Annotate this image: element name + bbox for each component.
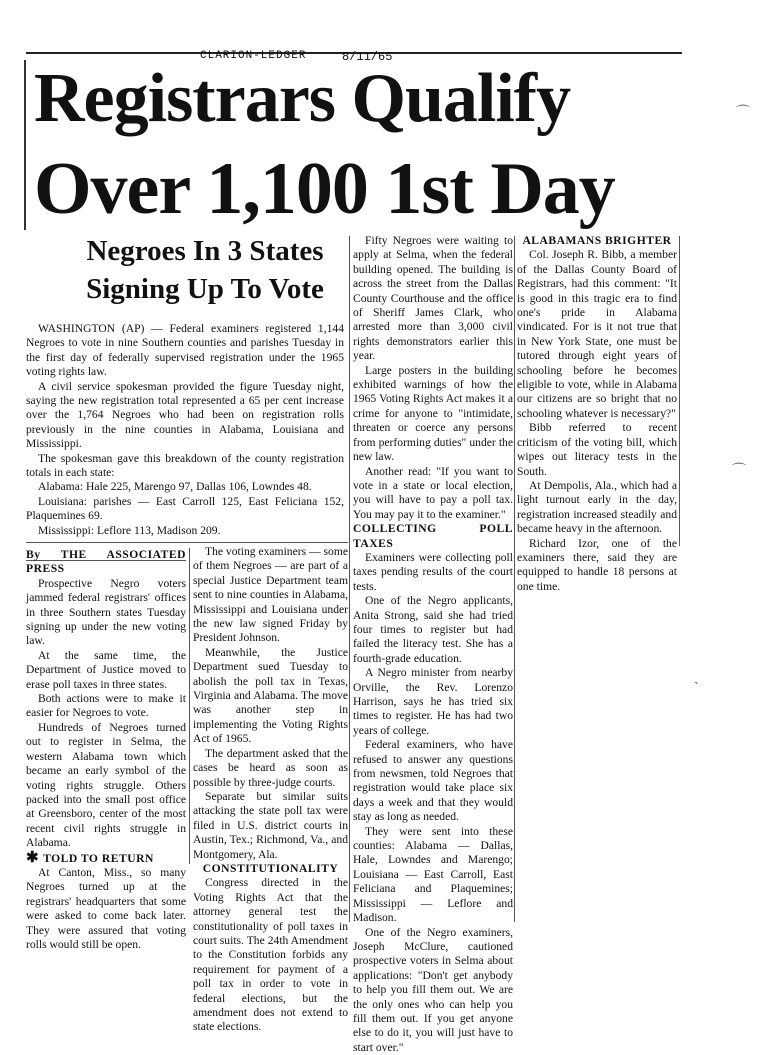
source-stamp: CLARION-LEDGER: [200, 50, 306, 62]
column-rule: [679, 236, 680, 546]
paragraph: At Canton, Miss., so many Negroes turned up at the registrars' headquarters that some were asked to come back later. They were assured that voting rolls would still be open.: [26, 866, 186, 952]
paragraph: They were sent into these counties: Alabama — Dallas, Hale, Lowndes and Marengo; Louisiana — East Carroll, East Feliciana and Plaquemines; Mississippi — Leflore and Madison.: [353, 825, 513, 926]
paragraph: Examiners were collecting poll taxes pending results of the court tests.: [353, 551, 513, 594]
date-stamp: 8/11/65: [342, 50, 392, 64]
paragraph: Large posters in the building exhibited warnings of how the 1965 Voting Rights Act makes it a crime for anyone to "intimidate, threaten or coerce any persons from performing duties" under the new law.: [353, 364, 513, 465]
paragraph: Separate but similar suits attacking the state poll tax were filed in U.S. district courts in Austin, Tex.; Richmond, Va., and Montgomery, Ala.: [193, 790, 348, 862]
story-column-3: [353, 234, 513, 1055]
paragraph: Congress directed in the Voting Rights Act that the attorney general test the constitutionality of poll taxes in court suits. The 24th Amendment to the Constitution forbids any requirement for payment of a poll tax in order to vote in federal elections, but the amendment does not extend to state elections.: [193, 876, 348, 1034]
subhead-text: TOLD TO RETURN: [43, 852, 154, 865]
subheadline-line-2: Signing Up To Vote: [60, 272, 350, 306]
column-rule: [189, 548, 190, 864]
byline: By THE ASSOCIATED PRESS: [26, 548, 186, 577]
paragraph: Meanwhile, the Justice Department sued Tuesday to abolish the poll tax in Texas, Virginia and Alabama. The move was another step in implementing the Voting Rights Act of 1965.: [193, 646, 348, 747]
column-rule: [349, 236, 350, 922]
subhead: [26, 851, 186, 866]
paragraph: Col. Joseph R. Bibb, a member of the Dallas County Board of Registrars, had this comment: "It is good in this tragic era to find one's pride in Alabama vindicated. For is it not true that in New York State, one must be tutored through eight years of schooling before he becomes eligible to vote, while in Alabama our citizens are so bright that no schooling whatever is necessary?": [517, 248, 677, 421]
paragraph: At the same time, the Department of Justice moved to erase poll taxes in three states.: [26, 649, 186, 692]
paragraph: Federal examiners, who have refused to answer any questions from newsmen, told Negroes that registration would take place six days a week and that they would stay as long as needed.: [353, 738, 513, 824]
paragraph: Richard Izor, one of the examiners there, said they are equipped to handle 18 persons at one time.: [517, 537, 677, 595]
column-rule: [514, 236, 515, 922]
paragraph: Alabama: Hale 225, Marengo 97, Dallas 106, Lowndes 48.: [26, 480, 344, 494]
paragraph: One of the Negro applicants, Anita Strong, said she had tried four times to register but had failed the literacy test. She has a fourth-grade education.: [353, 594, 513, 666]
story-column-2: [193, 545, 348, 1035]
paragraph: Prospective Negro voters jammed federal registrars' offices in three Southern states Tuesday signing up under the new voting law.: [26, 577, 186, 649]
paragraph: The spokesman gave this breakdown of the county registration totals in each state:: [26, 452, 344, 481]
paragraph: Louisiana: parishes — East Carroll 125, East Feliciana 152, Plaquemines 69.: [26, 495, 344, 524]
paragraph: A Negro minister from nearby Orville, the Rev. Lorenzo Harrison, says he has tried six times to register. He has had two years of college.: [353, 666, 513, 738]
paragraph: A civil service spokesman provided the figure Tuesday night, saying the new registration total represented a 65 per cent increase over the 1,764 Negroes who had been on registration rolls previously in the nine counties in Alabama, Louisiana and Mississippi.: [26, 380, 344, 452]
paragraph: Fifty Negroes were waiting to apply at Selma, when the federal building opened. The building is across the street from the Dallas County Courthouse and the office of Sheriff James Clark, who arrested more than 3,000 civil rights demonstrators earlier this year.: [353, 234, 513, 364]
story-column-4: [517, 234, 677, 594]
star-icon: ✱: [26, 850, 39, 866]
paragraph: Hundreds of Negroes turned out to register in Selma, the western Alabama town which became an early symbol of the voting rights struggle. Others packed into the small post office at Greensboro, center of the most recent civil rights struggle in Alabama.: [26, 721, 186, 851]
headline-left-rule: [24, 60, 26, 230]
paragraph: At Dempolis, Ala., which had a light turnout early in the day, registration increased steadily and became heavy in the afternoon.: [517, 479, 677, 537]
scan-mark: ˏ: [694, 670, 699, 686]
paragraph: The voting examiners — some of them Negroes — are part of a special Justice Department team sent to nine counties in Alabama, Mississippi and Louisiana under the new law signed Friday by President Johnson.: [193, 545, 348, 646]
subhead: ALABAMANS BRIGHTER: [517, 234, 677, 248]
paragraph: Mississippi: Leflore 113, Madison 209.: [26, 524, 344, 538]
subhead: COLLECTING POLL TAXES: [353, 522, 513, 551]
lead-story: [26, 322, 344, 538]
paragraph: WASHINGTON (AP) — Federal examiners registered 1,144 Negroes to vote in nine Southern counties and parishes Tuesday in the first day of federally supervised registration under the 1965 voting rights law.: [26, 322, 344, 380]
paragraph: Both actions were to make it easier for Negroes to vote.: [26, 692, 186, 721]
paragraph: Bibb referred to recent criticism of the voting bill, which wipes out literacy tests in the South.: [517, 421, 677, 479]
scan-mark: ⌒: [736, 102, 750, 122]
subhead: CONSTITUTIONALITY: [193, 862, 348, 876]
story-column-1: [26, 548, 186, 952]
subheadline-line-1: Negroes In 3 States: [60, 234, 350, 268]
paragraph: One of the Negro examiners, Joseph McClure, cautioned prospective voters in Selma about applications: "Don't get anybody to help you fill them out. We are the only ones who can help you fill them out. If you get anyone else to do it, you will just have to start over.": [353, 926, 513, 1055]
paragraph: Another read: "If you want to vote in a state or local election, you will have to pay a poll tax. You may pay it to the examiner.": [353, 465, 513, 523]
scan-mark: ⌒: [732, 460, 746, 480]
headline-line-2: Over 1,100 1st Day: [34, 152, 615, 226]
headline-line-1: Registrars Qualify: [34, 64, 570, 134]
paragraph: The department asked that the cases be heard as soon as possible by three-judge courts.: [193, 747, 348, 790]
section-rule: [26, 542, 348, 543]
